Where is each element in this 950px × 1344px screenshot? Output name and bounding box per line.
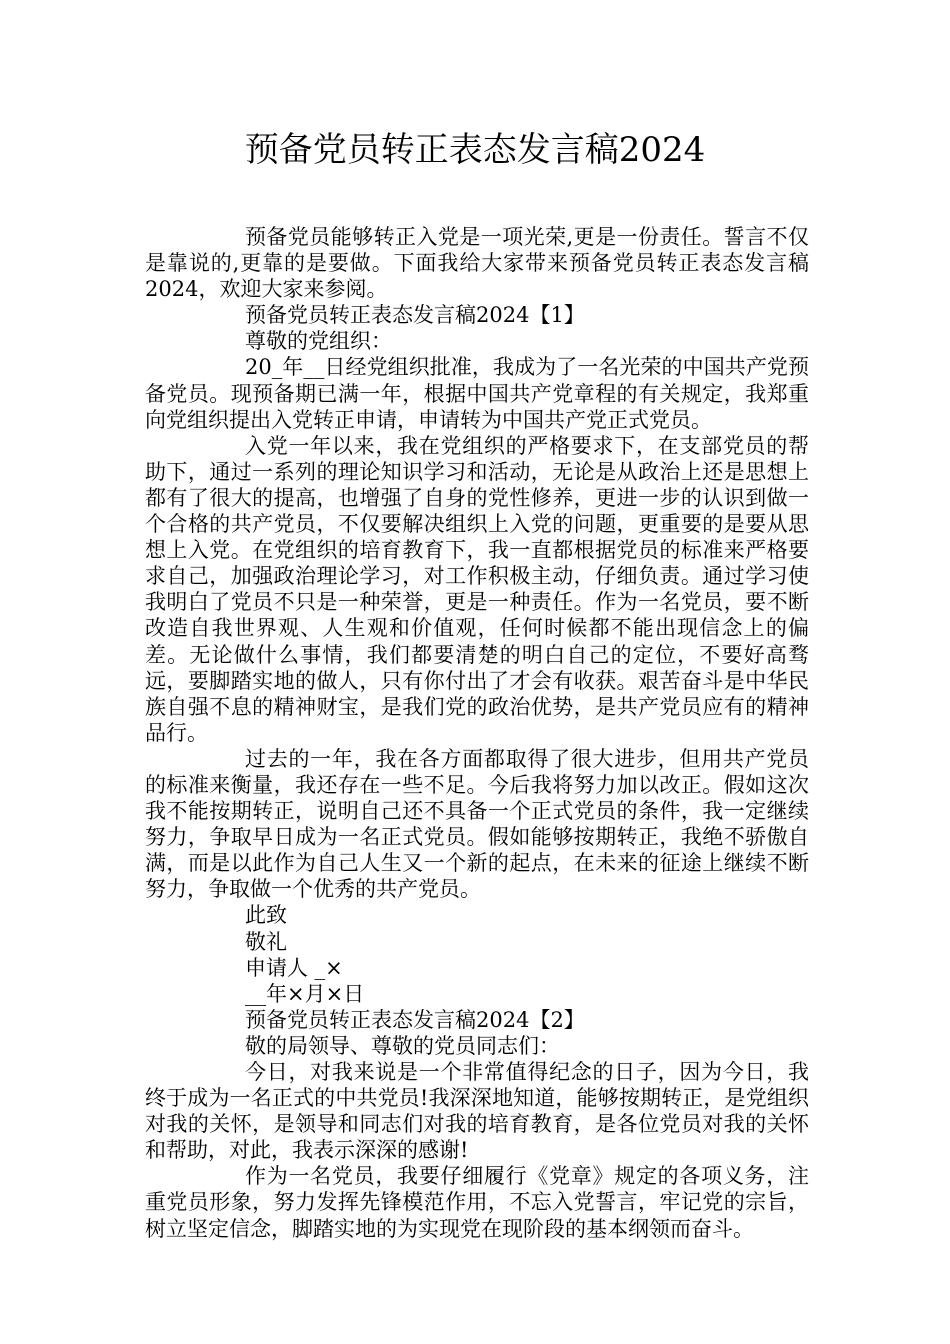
document-title: 预备党员转正表态发言稿2024 bbox=[244, 130, 706, 170]
body-paragraph: 20_年__日经党组织批准，我成为了一名光荣的中国共产党预备党员。现预备期已满一年，根据中国共产党章程的有关规定，我郑重向党组织提出入党转正申请，申请转为中国共产党正式党员。 bbox=[145, 355, 809, 432]
intro-paragraph: 预备党员能够转正入党是一项光荣,更是一份责任。誓言不仅是靠说的,更靠的是要做。下面我给大家带来预备党员转正表态发言稿2024，欢迎大家来参阅。 bbox=[145, 225, 809, 302]
body-paragraph: 入党一年以来，我在党组织的严格要求下，在支部党员的帮助下，通过一系列的理论知识学习和活动，无论是从政治上还是思想上都有了很大的提高，也增强了自身的党性修养，更进一步的认识到做一个合格的共产党员，不仅要解决组织上入党的问题，更重要的是要从思想上入党。在党组织的培育教育下，我一直都根据党员的标准来严格要求自己，加强政治理论学习，对工作积极主动，仔细负责。通过学习使我明白了党员不只是一种荣誉，更是一种责任。作为一名党员，要不断改造自我世界观、人生观和价值观，任何时候都不能出现信念上的偏差。无论做什么事情，我们都要清楚的明白自己的定位，不要好高骛远，要脚踏实地的做人，只有你付出了才会有收获。艰苦奋斗是中华民族自强不息的精神财宝，是我们党的政治优势，是共产党员应有的精神品行。 bbox=[145, 433, 809, 745]
salutation: 尊敬的党组织： bbox=[245, 329, 392, 354]
closing-line: 此致 bbox=[245, 903, 287, 928]
section-heading-2: 预备党员转正表态发言稿2024【2】 bbox=[245, 1007, 585, 1032]
date-line: __年×月×日 bbox=[245, 981, 365, 1006]
applicant-line: 申请人 _× bbox=[245, 955, 343, 980]
document-body bbox=[145, 224, 809, 1242]
body-paragraph: 过去的一年，我在各方面都取得了很大进步，但用共产党员的标准来衡量，我还存在一些不足。今后我将努力加以改正。假如这次我不能按期转正，说明自己还不具备一个正式党员的条件，我一定继续努力，争取早日成为一名正式党员。假如能够按期转正，我绝不骄傲自满，而是以此作为自己人生又一个新的起点，在未来的征途上继续不断努力，争取做一个优秀的共产党员。 bbox=[145, 746, 809, 902]
salutation-2: 敬的局领导、尊敬的党员同志们： bbox=[245, 1033, 560, 1058]
body-paragraph: 作为一名党员，我要仔细履行《党章》规定的各项义务，注重党员形象，努力发挥先锋模范作用，不忘入党誓言，牢记党的宗旨，树立坚定信念，脚踏实地的为实现党在现阶段的基本纲领而奋斗。 bbox=[145, 1164, 809, 1241]
section-heading-1: 预备党员转正表态发言稿2024【1】 bbox=[245, 303, 585, 328]
body-paragraph: 今日，对我来说是一个非常值得纪念的日子，因为今日，我终于成为一名正式的中共党员!我深深地知道，能够按期转正，是党组织对我的关怀，是领导和同志们对我的培育教育，是各位党员对我的关怀和帮助，对此，我表示深深的感谢! bbox=[145, 1060, 809, 1163]
closing-salute: 敬礼 bbox=[245, 929, 287, 954]
